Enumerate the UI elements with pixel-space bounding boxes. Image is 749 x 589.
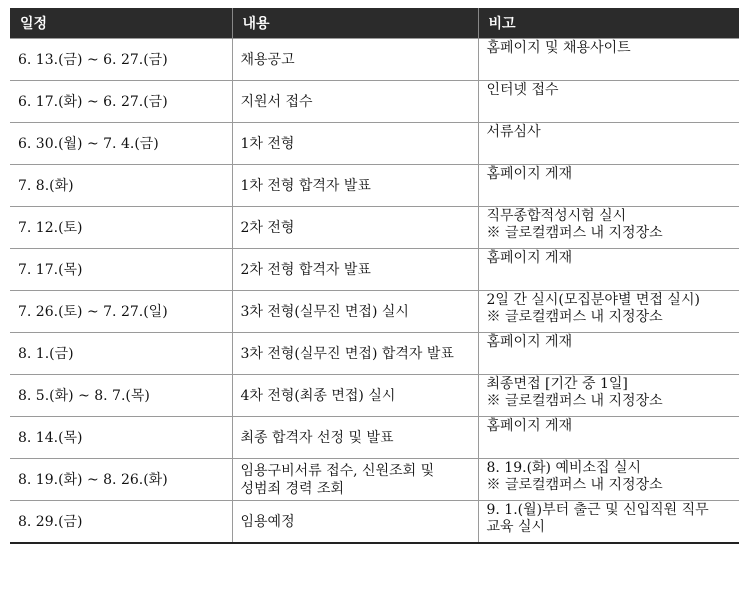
- remark-cell: [478, 291, 739, 333]
- header-remark: 비고: [478, 8, 739, 39]
- content-cell: [232, 39, 478, 81]
- remark-line: 홈페이지 게재: [486, 166, 573, 182]
- content-line: 1차 전형 합격자 발표: [240, 177, 371, 194]
- remark-cell: [478, 81, 739, 123]
- table-row: [10, 165, 739, 207]
- remark-line: 인터넷 접수: [486, 82, 559, 98]
- table-row: [10, 81, 739, 123]
- header-content: 내용: [232, 8, 478, 39]
- header-row: [10, 8, 739, 39]
- table-row: [10, 333, 739, 375]
- date-cell: 8. 5.(화) ~ 8. 7.(목): [10, 375, 232, 417]
- remark-line: 홈페이지 게재: [486, 418, 573, 434]
- remark-cell: [478, 249, 739, 291]
- remark-line: 9. 1.(월)부터 출근 및 신입직원 직무: [486, 502, 709, 518]
- date-cell: 7. 8.(화): [10, 165, 232, 207]
- remark-line: 홈페이지 게재: [486, 250, 573, 266]
- table-row: [10, 123, 739, 165]
- content-cell: [232, 375, 478, 417]
- remark-cell: [478, 123, 739, 165]
- date-cell: 7. 26.(토) ~ 7. 27.(일): [10, 291, 232, 333]
- remark-cell: [478, 333, 739, 375]
- remark-cell: [478, 165, 739, 207]
- remark-line: 홈페이지 및 채용사이트: [486, 40, 631, 56]
- content-line: 성범죄 경력 조회: [240, 480, 345, 497]
- remark-line: ※ 글로컬캠퍼스 내 지정장소: [486, 477, 663, 493]
- content-cell: [232, 123, 478, 165]
- date-cell: 7. 17.(목): [10, 249, 232, 291]
- content-line: 3차 전형(실무진 면접) 실시: [240, 303, 409, 320]
- content-line: 4차 전형(최종 면접) 실시: [240, 387, 396, 404]
- date-cell: 8. 14.(목): [10, 417, 232, 459]
- table-row: [10, 459, 739, 501]
- header-date: 일정: [10, 8, 232, 39]
- date-cell: 6. 17.(화) ~ 6. 27.(금): [10, 81, 232, 123]
- schedule-table: [10, 8, 739, 544]
- table-row: [10, 291, 739, 333]
- content-cell: [232, 501, 478, 544]
- remark-line: ※ 글로컬캠퍼스 내 지정장소: [486, 393, 663, 409]
- date-cell: 6. 30.(월) ~ 7. 4.(금): [10, 123, 232, 165]
- remark-line: 교육 실시: [486, 519, 546, 535]
- table-row: [10, 207, 739, 249]
- remark-line: 홈페이지 게재: [486, 334, 573, 350]
- table-row: [10, 249, 739, 291]
- table-row: [10, 375, 739, 417]
- content-line: 최종 합격자 선정 및 발표: [240, 429, 394, 446]
- remark-line: 서류심사: [486, 124, 541, 140]
- remark-line: 최종면접 [기간 중 1일]: [486, 376, 628, 392]
- content-cell: [232, 249, 478, 291]
- remark-cell: [478, 459, 739, 501]
- content-cell: [232, 333, 478, 375]
- content-line: 2차 전형: [240, 219, 295, 236]
- content-line: 임용예정: [240, 513, 295, 530]
- content-cell: [232, 207, 478, 249]
- date-cell: 8. 1.(금): [10, 333, 232, 375]
- content-cell: [232, 165, 478, 207]
- content-line: 임용구비서류 접수, 신원조회 및: [240, 462, 435, 479]
- table-row: [10, 501, 739, 544]
- remark-cell: [478, 501, 739, 544]
- table-body: [10, 39, 739, 544]
- content-cell: [232, 459, 478, 501]
- content-cell: [232, 291, 478, 333]
- remark-line: ※ 글로컬캠퍼스 내 지정장소: [486, 225, 663, 241]
- content-line: 채용공고: [240, 51, 295, 68]
- remark-cell: [478, 39, 739, 81]
- content-line: 3차 전형(실무진 면접) 합격자 발표: [240, 345, 454, 362]
- content-cell: [232, 417, 478, 459]
- table-row: [10, 39, 739, 81]
- remark-cell: [478, 417, 739, 459]
- remark-line: 2일 간 실시(모집분야별 면접 실시): [486, 292, 700, 308]
- remark-line: 8. 19.(화) 예비소집 실시: [486, 460, 642, 476]
- content-cell: [232, 81, 478, 123]
- date-cell: 7. 12.(토): [10, 207, 232, 249]
- date-cell: 8. 29.(금): [10, 501, 232, 544]
- content-line: 2차 전형 합격자 발표: [240, 261, 371, 278]
- remark-cell: [478, 375, 739, 417]
- date-cell: 8. 19.(화) ~ 8. 26.(화): [10, 459, 232, 501]
- remark-cell: [478, 207, 739, 249]
- content-line: 지원서 접수: [240, 93, 313, 110]
- remark-line: ※ 글로컬캠퍼스 내 지정장소: [486, 309, 663, 325]
- date-cell: 6. 13.(금) ~ 6. 27.(금): [10, 39, 232, 81]
- remark-line: 직무종합적성시험 실시: [486, 208, 627, 224]
- content-line: 1차 전형: [240, 135, 295, 152]
- table-row: [10, 417, 739, 459]
